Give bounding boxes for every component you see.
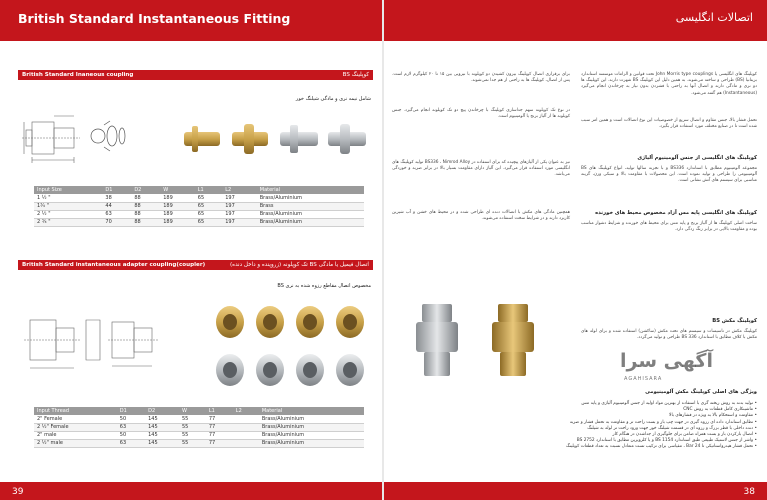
table-cell: 63 [117,423,145,431]
adapter-title-fa: اتصال فیمیل یا مادگی BS تک کوپلونه (زروپنده و داخل دنده) [229,261,369,268]
table-cell: Brass/Aluminium [259,423,364,431]
adapter-product-photos [212,300,372,400]
table-header-cell: Input Thread [34,407,117,415]
table-cell: 2" Female [34,415,117,423]
corrosion-paragraph: ساخت اصلی کوپلینگ ها از آلیاژ برنج و پایه مس برای محیط های خورنده و شرایط دشوار مناسب بوده و مقاومت بالایی در برابر زنگ زدگی دارد. [581,221,757,233]
table-cell: 2 ½" male [34,439,117,447]
table-cell: 197 [222,202,257,210]
list-item: • اتصال بازکردن باز و بست همراه ضامن برای جلوگیری از جداشدن در هنگام کار [404,432,757,438]
list-item: • تطابق استاندارد داده ای رزوه گیری در جهت چپ باز و بست راحت تر و مقاومت به تحمل فشار و ضربه [404,420,757,426]
table-cell: 197 [222,194,257,202]
table-cell: Brass [257,202,364,210]
intro-paragraph: کوپلینگ های انگلیسی یا John Morris type couplings تحت قوانین و الزامات موسسه استاندارد بریتانیا (BS) طراحی و ساخته می‌شوند. به همین دلیل این کوپلینگ BS شهرت دارند. این کوپلینگ ها دو نری و مادگی دارند و اتصال آنها به راحتی با فشردن بدون نیاز به چرخاندن انجام می‌گیرد (Instantaneous) هم گفته می‌شود. [581,72,757,96]
right-page-footer [384,482,767,500]
adapter-spec-table [34,407,364,448]
table-row [34,439,364,447]
suction-coupling-photos [402,300,572,380]
coupling-title-en: British Standard Inaneous coupling [22,71,134,78]
corrosion-heading: کوپلینگ های انگلیسی پایه مس آزاد مخصوص محیط های خورنده [595,210,757,216]
table-header-cell: Material [257,186,364,194]
table-cell: Brass/Aluminium [259,431,364,439]
table-header-cell: D2 [145,407,179,415]
table-header-cell: Input Size [34,186,102,194]
left-page-number: 39 [12,487,24,497]
table-cell: 77 [206,431,233,439]
coupling-exploded-drawing [88,115,130,157]
suction-features-heading: ویژگی های اصلی کوپلینگ مکش آلومینیومی [645,389,757,395]
table-cell: 1¾ " [34,202,102,210]
table-cell [233,423,259,431]
table-cell: 55 [179,431,206,439]
adapter-section-bar [18,260,373,270]
table-cell: Brass/Aluminium [257,194,364,202]
table-cell: 2 ½" Female [34,423,117,431]
list-item: • واشر از جنس لاستیک طبیعی طبق استاندارد BS 1154 و یا کلروپرین مطابق با استاندارد BS 2752 [404,438,757,444]
suction-female-paragraph: همچنین مادگی های مکش با اتصالات دنده ای طراحی شده و در محیط های خشن و آب شیرین کاربرد دارند و در شرایط سخت استفاده می‌شوند. [392,210,570,222]
table-cell: 197 [222,218,257,226]
single-lug-paragraph: در نوع تک کوپلونه سهم جداسازی کوپلینگ با چرخاندن پیچ دو تک کوپلونه انجام می‌گیرد. جنس کوپلونه ها از آلیاژ برنج یا آلومینیوم است. [392,108,570,120]
table-cell: 189 [160,202,195,210]
right-page-number: 38 [743,487,755,497]
alloy-paragraph: نیز به عنوان یکی از آلیاژهای پیچیده که برای استفاده در BS336 ، Nimrod Alloy تولید کوپلینگ های انگلیسی مورد استفاده قرار می‌گیرد. این آلیاژ دارای مقاومت بسیار بالا در برابر ضربه و خوردگی می‌باشد. [392,160,570,178]
right-page [384,0,767,500]
table-cell [233,439,259,447]
list-item: • دنده داخلی با قطر بزرگ و رزوه ای در قسمت شیلنگ خور جهت ورود راحت تر لوله به شیلنگ [404,426,757,432]
aluminium-heading: کوپلینگ های انگلیسی از جنس آلومینیوم آلیاژی [637,155,757,161]
table-cell: 77 [206,423,233,431]
aluminium-paragraph: مجموعه آلومینیوم مطابق با استاندارد BS336 و با تجربه سالها تولید، انواع کوپلینگ های BS آلومینیومی را طراحی و تولید نموده است. این محصولات با مقاومت بالا و سبکی وزن، گزینه مناسبی برای سیستم های آتش نشانی است. [581,166,757,184]
table-cell: 55 [179,423,206,431]
table-header-cell: D1 [117,407,145,415]
watermark-sub: AGAHISARA [624,376,663,382]
table-cell: 145 [145,439,179,447]
table-header-cell: Material [259,407,364,415]
table-cell: Brass/Aluminium [259,439,364,447]
right-page-title: اتصالات انگلیسی [675,11,753,24]
table-row [34,218,364,226]
connection-paragraph: برای برقراری اتصال کوپلینگ بیرون کشیدن دو کوپلونه با نیرویی بین ۱۵ تا ۲۰ کیلوگرم لازم است. پس از اتصال، کوپلینگ ها به راحتی از هم جدا نمی‌شوند. [392,72,570,84]
adapter-title-en: British Standard instantaneous adapter coupling(coupler) [22,261,206,268]
table-header-row [34,186,364,194]
coupling-section-bar [18,70,373,80]
table-cell: Brass/Aluminium [259,415,364,423]
table-cell: 197 [222,210,257,218]
table-cell: 65 [195,202,222,210]
list-item: • تولید بدنه به روش ریخته گری با استفاده از بهترین مواد اولیه از جنس آلومینیوم آلیاژی و پایه مس [404,401,757,407]
table-cell: 44 [102,202,131,210]
table-cell: 65 [195,218,222,226]
coupling-spec-table [34,186,364,227]
table-cell: 145 [145,415,179,423]
suction-features-list [404,401,757,451]
table-cell [233,415,259,423]
table-header-cell: L1 [206,407,233,415]
table-cell: 189 [160,194,195,202]
table-header-cell: L1 [195,186,222,194]
table-header-cell: D1 [102,186,131,194]
table-cell: 2 ½ " [34,210,102,218]
left-page-header [0,0,383,41]
table-cell: 88 [131,210,160,218]
table-header-row [34,407,364,415]
list-item: • تحمل فشار هیدرواستاتیکی تا 24 Bar ، مقیاسی برای ترکیب تست متعادل نسبت به تعداد قطعات کوپلینگ [404,444,757,450]
table-row [34,415,364,423]
table-cell: 88 [131,202,160,210]
table-cell: 2" male [34,431,117,439]
table-cell: 189 [160,210,195,218]
list-item: • مقاومت و استحکام بالا به ویژه در فشارهای بالا [404,413,757,419]
adapter-technical-drawing [20,300,170,380]
table-cell: 88 [131,218,160,226]
table-cell: 55 [179,439,206,447]
coupling-technical-drawing [18,108,88,170]
table-cell: 189 [160,218,195,226]
suction-heading: کوپلینگ مکش BS [712,318,757,324]
table-cell: Brass/Aluminium [257,210,364,218]
table-row [34,423,364,431]
table-header-cell: L2 [233,407,259,415]
table-header-cell: D2 [131,186,160,194]
table-cell: 77 [206,415,233,423]
table-cell [233,431,259,439]
table-header-cell: L2 [222,186,257,194]
table-cell: 65 [195,210,222,218]
table-cell: 145 [145,423,179,431]
table-cell: 1 ½ " [34,194,102,202]
table-row [34,194,364,202]
table-cell: 2 ¾ " [34,218,102,226]
features-paragraph: تحمل فشار بالا، جنس مقاوم و اتصال سریع از خصوصیات این نوع اتصالات است و همین امر سبب شده است تا در صنایع مختلف مورد استفاده قرار بگیرد. [581,118,757,130]
table-cell: 88 [131,194,160,202]
right-page-header [384,0,767,41]
list-item: • ماشینکاری کامل قطعات به روش CNC [404,407,757,413]
table-header-cell: W [160,186,195,194]
left-page [0,0,383,500]
coupling-subtitle: شامل نیمه نری و مادگی شیلنگ خور [295,96,371,102]
coupling-product-photos [180,110,370,170]
table-cell: 63 [117,439,145,447]
adapter-subtitle: مخصوص اتصال مقاطع رزوه شده به نری BS [277,283,371,289]
table-cell: 70 [102,218,131,226]
table-row [34,202,364,210]
watermark: آگهی سرا [620,350,713,372]
table-cell: 55 [179,415,206,423]
table-cell: 65 [195,194,222,202]
table-cell: 50 [117,431,145,439]
table-cell: Brass/Aluminium [257,218,364,226]
table-row [34,431,364,439]
table-cell: 63 [102,210,131,218]
suction-paragraph: کوپلینگ مکش در تاسیسات و سیستم های تحت مکش (ساکشن) استفاده شده و برای لوله های مکش با کلاف مطابق با استاندارد BS 336 طراحی و تولید می‌گردد. [581,329,757,341]
table-cell: 145 [145,431,179,439]
table-row [34,210,364,218]
table-header-cell: W [179,407,206,415]
table-cell: 38 [102,194,131,202]
left-page-title: British Standard Instantaneous Fitting [18,11,291,26]
coupling-title-fa: کوپلینگ BS [342,71,369,78]
table-cell: 50 [117,415,145,423]
left-page-footer [0,482,383,500]
table-cell: 77 [206,439,233,447]
